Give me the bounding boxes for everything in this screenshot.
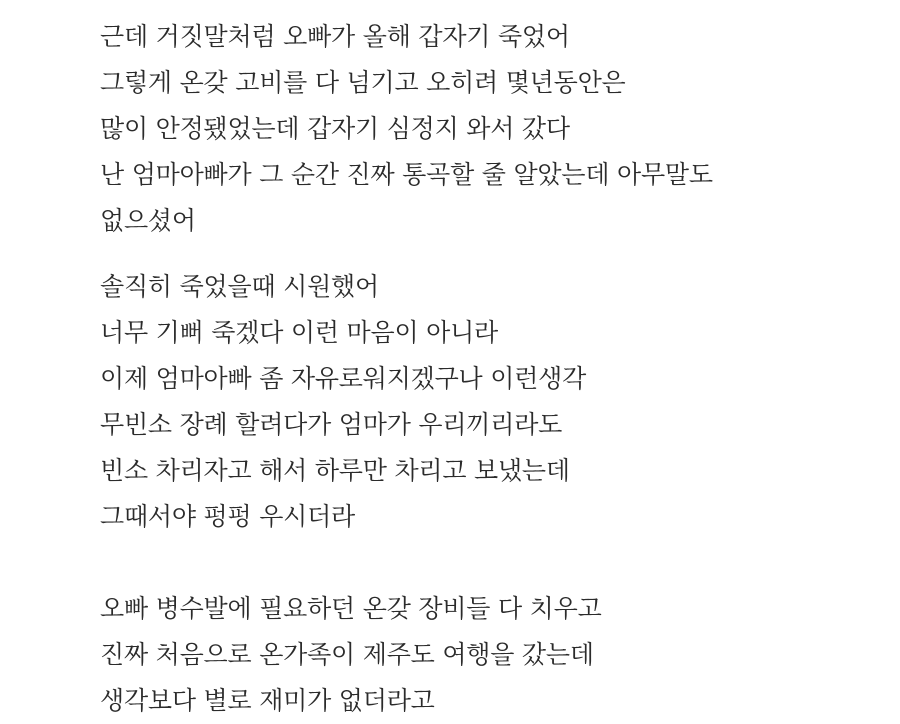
text-line: 진짜 처음으로 온가족이 제주도 여행을 갔는데 — [100, 640, 594, 669]
text-line: 빈소 차리자고 해서 하루만 차리고 보냈는데 — [100, 456, 570, 485]
text-line: 이제 엄마아빠 좀 자유로워지겠구나 이런생각 — [100, 364, 587, 393]
text-line: 많이 안정됐었는데 갑자기 심정지 와서 갔다 — [100, 114, 570, 143]
text-block-1 — [100, 14, 860, 244]
text-line: 무빈소 장례 할려다가 엄마가 우리끼리라도 — [100, 410, 563, 439]
text-line: 그때서야 펑펑 우시더라 — [100, 502, 355, 531]
text-block-2 — [100, 264, 860, 540]
text-line: 그렇게 온갖 고비를 다 넘기고 오히려 몇년동안은 — [100, 68, 626, 97]
text-block-3 — [100, 586, 860, 724]
paragraph-gap — [100, 540, 860, 586]
text-line: 생각보다 별로 재미가 없더라고 — [100, 686, 435, 715]
text-line: 오빠 병수발에 필요하던 온갖 장비들 다 치우고 — [100, 594, 602, 623]
text-line: 솔직히 죽었을때 시원했어 — [100, 272, 379, 301]
text-line: 근데 거짓말처럼 오빠가 올해 갑자기 죽었어 — [100, 22, 570, 51]
text-line: 난 엄마아빠가 그 순간 진짜 통곡할 줄 알았는데 아무말도 — [100, 160, 713, 189]
text-line: 너무 기뻐 죽겠다 이런 마음이 아니라 — [100, 318, 498, 347]
text-line: 없으셨어 — [100, 206, 196, 235]
paragraph-gap — [100, 244, 860, 264]
